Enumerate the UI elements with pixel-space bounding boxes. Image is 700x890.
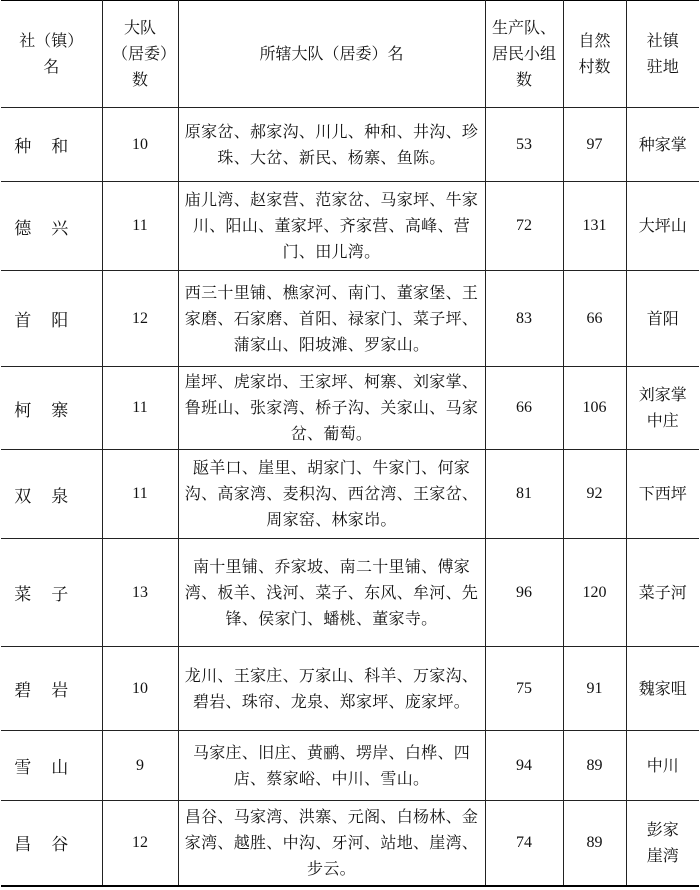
brigade-list: 崖坪、虎家岇、王家坪、柯寨、刘家掌、鲁班山、张家湾、桥子沟、关家山、马家岔、葡萄。 — [178, 367, 485, 450]
brigade-list: 昌谷、马家湾、洪寨、元阁、白杨林、金家湾、越胜、中沟、牙河、站地、崖湾、步云。 — [178, 801, 485, 886]
team-count: 94 — [485, 731, 563, 801]
table-row — [1, 731, 699, 801]
village-count: 120 — [563, 539, 626, 647]
brigade-list: 马家庄、旧庄、黄鹂、塄岸、白桦、四店、蔡家峪、中川、雪山。 — [178, 731, 485, 801]
brigade-count: 9 — [102, 731, 178, 801]
team-count: 53 — [485, 108, 563, 182]
team-count: 74 — [485, 801, 563, 886]
header-brigade-names: 所辖大队（居委）名 — [178, 1, 485, 108]
table-row — [1, 108, 699, 182]
table-row — [1, 367, 699, 450]
brigade-count: 12 — [102, 801, 178, 886]
village-count: 91 — [563, 647, 626, 731]
village-count: 89 — [563, 731, 626, 801]
village-count: 66 — [563, 271, 626, 367]
team-count: 96 — [485, 539, 563, 647]
brigade-count: 11 — [102, 367, 178, 450]
village-count: 92 — [563, 450, 626, 539]
brigade-count: 11 — [102, 450, 178, 539]
village-count: 97 — [563, 108, 626, 182]
table-row — [1, 539, 699, 647]
team-count: 81 — [485, 450, 563, 539]
header-village-count: 自然村数 — [563, 1, 626, 108]
brigade-count: 11 — [102, 182, 178, 271]
village-count: 89 — [563, 801, 626, 886]
commune-seat: 下西坪 — [626, 450, 699, 539]
commune-seat: 菜子河 — [626, 539, 699, 647]
commune-name: 雪山 — [1, 731, 102, 801]
commune-seat: 刘家掌中庄 — [626, 367, 699, 450]
header-row — [1, 1, 699, 108]
header-team-count: 生产队、居民小组数 — [485, 1, 563, 108]
table-row — [1, 647, 699, 731]
commune-seat: 大坪山 — [626, 182, 699, 271]
village-count: 106 — [563, 367, 626, 450]
brigade-count: 13 — [102, 539, 178, 647]
brigade-list: 庙儿湾、赵家营、范家岔、马家坪、牛家川、阳山、董家坪、齐家营、高峰、营门、田儿湾。 — [178, 182, 485, 271]
commune-name: 碧岩 — [1, 647, 102, 731]
commune-name: 德兴 — [1, 182, 102, 271]
commune-name: 柯寨 — [1, 367, 102, 450]
commune-seat: 魏家咀 — [626, 647, 699, 731]
village-count: 131 — [563, 182, 626, 271]
header-brigade-count: 大队（居委）数 — [102, 1, 178, 108]
header-name: 社（镇）名 — [1, 1, 102, 108]
table-row — [1, 801, 699, 886]
commune-table — [1, 0, 699, 887]
table-row — [1, 450, 699, 539]
commune-seat: 种家掌 — [626, 108, 699, 182]
brigade-list: 瓪羊口、崖里、胡家门、牛家门、何家沟、高家湾、麦积沟、西岔湾、王家岔、周家窑、林家岇。 — [178, 450, 485, 539]
brigade-count: 12 — [102, 271, 178, 367]
commune-name: 种和 — [1, 108, 102, 182]
commune-name: 菜子 — [1, 539, 102, 647]
commune-name: 双泉 — [1, 450, 102, 539]
team-count: 66 — [485, 367, 563, 450]
team-count: 72 — [485, 182, 563, 271]
commune-name: 昌谷 — [1, 801, 102, 886]
brigade-list: 南十里铺、乔家坡、南二十里铺、傅家湾、板羊、浅河、菜子、东风、牟河、先锋、侯家门、蟠桃、董家寺。 — [178, 539, 485, 647]
commune-name: 首阳 — [1, 271, 102, 367]
commune-seat: 彭家崖湾 — [646, 819, 679, 865]
brigade-list: 原家岔、郝家沟、川儿、种和、井沟、珍珠、大岔、新民、杨寨、鱼陈。 — [178, 108, 485, 182]
table-row — [1, 271, 699, 367]
table-row — [1, 182, 699, 271]
brigade-list: 龙川、王家庄、万家山、科羊、万家沟、碧岩、珠帘、龙泉、郑家坪、庞家坪。 — [178, 647, 485, 731]
brigade-count: 10 — [102, 108, 178, 182]
commune-seat: 中川 — [626, 731, 699, 801]
brigade-count: 10 — [102, 647, 178, 731]
team-count: 83 — [485, 271, 563, 367]
commune-seat: 首阳 — [626, 271, 699, 367]
brigade-list: 西三十里铺、樵家河、南门、董家堡、王家磨、石家磨、首阳、禄家门、菜子坪、蒲家山、阳坡滩、罗家山。 — [178, 271, 485, 367]
team-count: 75 — [485, 647, 563, 731]
header-seat: 社镇驻地 — [626, 1, 699, 108]
